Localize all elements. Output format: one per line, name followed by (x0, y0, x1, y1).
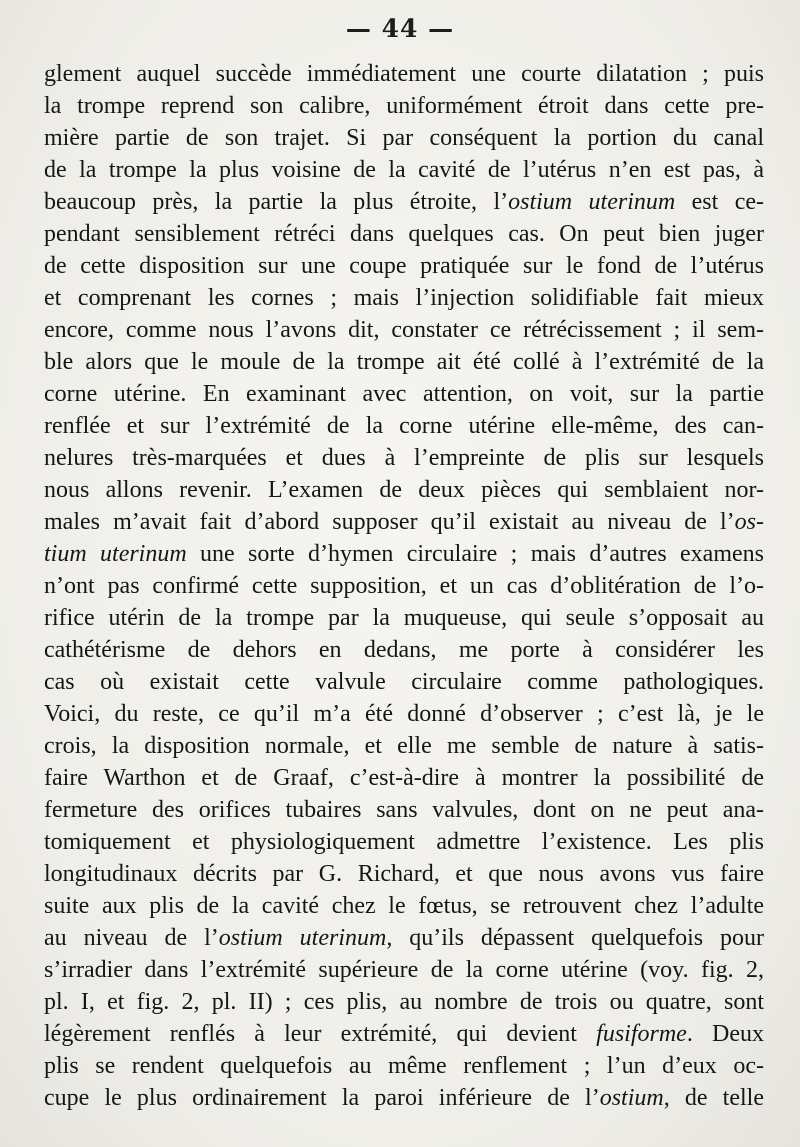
text-run: beaucoup près, la partie la plus étroite, l’ (44, 189, 509, 215)
text-run: , de telle (663, 1085, 764, 1111)
text-run: encore, comme nous l’avons dit, constater ce rétrécissement ; il sem- (44, 317, 764, 343)
text-line (44, 794, 764, 826)
text-run: males m’avait fait d’abord supposer qu’il existait au niveau de l’ (44, 509, 735, 535)
text-line (44, 1082, 764, 1114)
text-run: tomiquement et physiologiquement admettre l’existence. Les plis (44, 829, 764, 855)
text-run: nous allons revenir. L’examen de deux pièces qui semblaient nor- (44, 477, 764, 503)
text-line (44, 570, 764, 602)
italic-term: os- (734, 509, 764, 535)
text-line (44, 346, 764, 378)
text-run: de cette disposition sur une coupe pratiquée sur le fond de l’utérus (44, 253, 764, 279)
italic-term: ostium uterinum, (218, 925, 393, 951)
text-run: mière partie de son trajet. Si par conséquent la portion du canal (44, 125, 764, 151)
italic-term: ostium (599, 1085, 664, 1111)
text-line (44, 122, 764, 154)
text-line (44, 730, 764, 762)
text-line (44, 890, 764, 922)
text-run: corne utérine. En examinant avec attention, on voit, sur la partie (44, 381, 764, 407)
body-text (44, 58, 764, 1114)
text-line (44, 954, 764, 986)
text-line (44, 986, 764, 1018)
text-line (44, 154, 764, 186)
text-line (44, 634, 764, 666)
text-run: glement auquel succède immédiatement une courte dilatation ; puis (44, 61, 764, 87)
text-line (44, 282, 764, 314)
text-run: est ce- (675, 189, 764, 215)
text-line (44, 218, 764, 250)
text-run: longitudinaux décrits par G. Richard, et que nous avons vus faire (44, 861, 764, 887)
text-run: n’ont pas confirmé cette supposition, et un cas d’oblitération de l’o- (44, 573, 764, 599)
text-run: renflée et sur l’extrémité de la corne utérine elle-même, des can- (44, 413, 764, 439)
text-line (44, 666, 764, 698)
text-run: et comprenant les cornes ; mais l’injection solidifiable fait mieux (44, 285, 764, 311)
text-run: cupe le plus ordinairement la paroi inférieure de l’ (44, 1085, 600, 1111)
text-line (44, 922, 764, 954)
text-line (44, 474, 764, 506)
text-run: faire Warthon et de Graaf, c’est-à-dire à montrer la possibilité de (44, 765, 764, 791)
text-line (44, 378, 764, 410)
text-line (44, 602, 764, 634)
text-run: nelures très-marquées et dues à l’empreinte de plis sur lesquels (44, 445, 764, 471)
text-line (44, 250, 764, 282)
text-run: rifice utérin de la trompe par la muqueuse, qui seule s’opposait au (44, 605, 764, 631)
text-line (44, 410, 764, 442)
text-run: . Deux (686, 1021, 764, 1047)
italic-term: tium uterinum (44, 541, 187, 567)
page-number: — 44 — (345, 14, 455, 43)
text-run: plis se rendent quelquefois au même renflement ; l’un d’eux oc- (44, 1053, 764, 1079)
text-run: Voici, du reste, ce qu’il m’a été donné d’observer ; c’est là, je le (44, 701, 764, 727)
text-line (44, 314, 764, 346)
text-run: crois, la disposition normale, et elle me semble de nature à satis- (44, 733, 764, 759)
text-run: au niveau de l’ (44, 925, 219, 951)
text-line (44, 58, 764, 90)
text-line (44, 858, 764, 890)
text-line (44, 1018, 764, 1050)
text-run: de la trompe la plus voisine de la cavité de l’utérus n’en est pas, à (44, 157, 764, 183)
text-run: suite aux plis de la cavité chez le fœtus, se retrouvent chez l’adulte (44, 893, 764, 919)
text-line (44, 90, 764, 122)
italic-term: ostium uterinum (508, 189, 676, 215)
text-run: qu’ils dépassent quelquefois pour (392, 925, 764, 951)
text-line (44, 698, 764, 730)
text-line (44, 826, 764, 858)
text-run: s’irradier dans l’extrémité supérieure de la corne utérine (voy. fig. 2, (44, 957, 764, 983)
text-run: pl. I, et fig. 2, pl. II) ; ces plis, au nombre de trois ou quatre, sont (44, 989, 764, 1015)
text-line (44, 538, 764, 570)
text-run: fermeture des orifices tubaires sans valvules, dont on ne peut ana- (44, 797, 764, 823)
text-line (44, 1050, 764, 1082)
text-run: la trompe reprend son calibre, uniformément étroit dans cette pre- (44, 93, 764, 119)
text-run: légèrement renflés à leur extrémité, qui devient (44, 1021, 597, 1047)
text-line (44, 186, 764, 218)
text-run: cas où existait cette valvule circulaire comme pathologiques. (44, 669, 764, 695)
italic-term: fusiforme (596, 1021, 687, 1047)
text-run: cathétérisme de dehors en dedans, me porte à considérer les (44, 637, 764, 663)
text-line (44, 506, 764, 538)
text-run: une sorte d’hymen circulaire ; mais d’autres examens (186, 541, 764, 567)
text-line (44, 442, 764, 474)
text-run: pendant sensiblement rétréci dans quelques cas. On peut bien juger (44, 221, 764, 247)
text-line (44, 762, 764, 794)
text-run: ble alors que le moule de la trompe ait été collé à l’extrémité de la (44, 349, 764, 375)
